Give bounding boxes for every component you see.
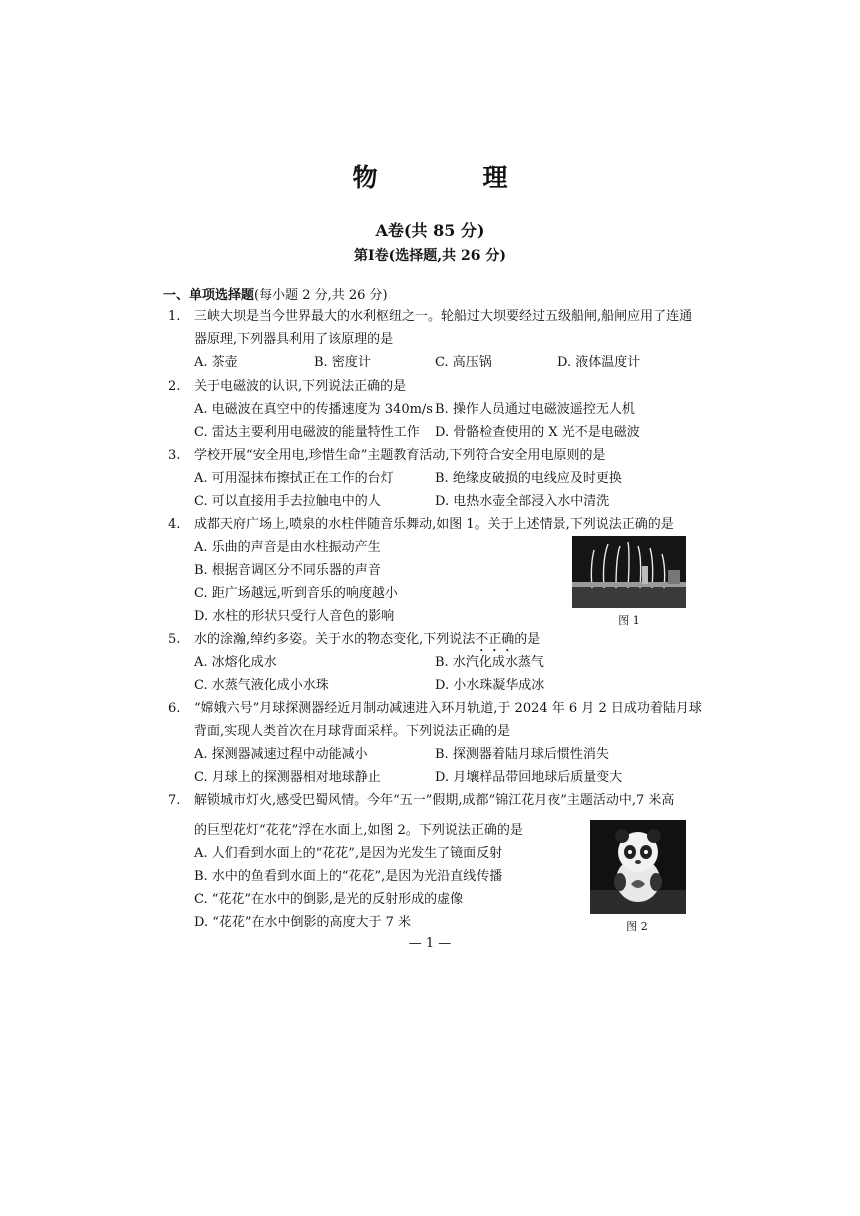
option-d: D. 月壤样品带回地球后质量变大 — [435, 770, 623, 785]
option-c: C. 可以直接用手去拉触电中的人 — [194, 494, 381, 509]
option-d: D. 骨骼检查使用的 X 光不是电磁波 — [435, 425, 640, 440]
option-d: D. 水柱的形状只受行人音色的影响 — [194, 609, 395, 624]
option-a: A. 冰熔化成水 — [194, 655, 277, 670]
question-stem: 关于电磁波的认识,下列说法正确的是 — [194, 379, 407, 394]
option-c: C. 水蒸气液化成小水珠 — [194, 678, 329, 693]
option-c: C. 高压锅 — [435, 355, 492, 370]
question-number: 5. — [168, 632, 181, 647]
stem-emphasis: 不正确 — [475, 632, 515, 647]
question-number: 1. — [168, 309, 181, 324]
stem-part-1: 水的涂瀚,绰约多姿。关于水的物态变化,下列说法 — [194, 632, 476, 647]
part-1-heading: 第Ⅰ卷(选择题,共 26 分) — [354, 248, 506, 264]
section-heading — [163, 284, 388, 303]
option-b: B. 操作人员通过电磁波遥控无人机 — [435, 402, 635, 417]
option-b: B. 水汽化成水蒸气 — [435, 655, 544, 670]
figure-2-caption: 图 2 — [626, 920, 648, 933]
figure-1-caption: 图 1 — [618, 614, 640, 627]
option-d: D. “花花”在水中倒影的高度大于 7 米 — [194, 915, 412, 930]
option-c: C. 距广场越远,听到音乐的响度越小 — [194, 586, 398, 601]
question-number: 6. — [168, 701, 181, 716]
option-c: C. 月球上的探测器相对地球静止 — [194, 770, 381, 785]
figure-1-fountain-photo — [572, 536, 686, 608]
option-d: D. 液体温度计 — [557, 355, 641, 370]
option-a: A. 茶壶 — [194, 355, 238, 370]
question-stem-cont: 的巨型花灯“花花”浮在水面上,如图 2。下列说法正确的是 — [194, 823, 523, 838]
option-b: B. 水中的鱼看到水面上的“花花”,是因为光沿直线传播 — [194, 869, 503, 884]
section-label: 一、单项选择题 — [163, 288, 255, 303]
option-a: A. 乐曲的声音是由水柱振动产生 — [194, 540, 381, 555]
option-b: B. 绝缘皮破损的电线应及时更换 — [435, 471, 622, 486]
question-stem: 学校开展“安全用电,珍惜生命”主题教育活动,下列符合安全用电原则的是 — [194, 448, 606, 463]
option-d: D. 小水珠凝华成冰 — [435, 678, 545, 693]
stem-part-3: 的是 — [514, 632, 541, 647]
question-number: 2. — [168, 379, 181, 394]
option-b: B. 探测器着陆月球后惯性消失 — [435, 747, 609, 762]
figure-2-panda-lantern-photo — [590, 820, 686, 914]
option-a: A. 电磁波在真空中的传播速度为 340m/s — [194, 402, 433, 417]
question-stem-cont: 背面,实现人类首次在月球背面采样。下列说法正确的是 — [194, 724, 511, 739]
part-a-heading: A卷(共 85 分) — [375, 221, 485, 240]
question-stem: “嫦娥六号”月球探测器经近月制动减速进入环月轨道,于 2024 年 6 月 2 日成功着陆月球 — [194, 701, 702, 716]
option-a: A. 探测器减速过程中动能减小 — [194, 747, 368, 762]
option-c: C. “花花”在水中的倒影,是光的反射形成的虚像 — [194, 892, 464, 907]
question-number: 3. — [168, 448, 181, 463]
option-c: C. 雷达主要利用电磁波的能量特性工作 — [194, 425, 420, 440]
option-d: D. 电热水壶全部浸入水中清洗 — [435, 494, 610, 509]
question-stem: 解锁城市灯火,感受巴蜀风情。今年“五一”假期,成都“锦江花月夜”主题活动中,7 米高 — [194, 793, 675, 808]
question-stem-cont: 器原理,下列器具利用了该原理的是 — [194, 332, 394, 347]
option-b: B. 密度计 — [314, 355, 371, 370]
option-a: A. 人们看到水面上的“花花”,是因为光发生了镜面反射 — [194, 846, 503, 861]
page-number: — 1 — — [408, 936, 452, 951]
fountain-icon — [572, 536, 686, 608]
panda-lantern-icon — [590, 820, 686, 914]
question-stem: 三峡大坝是当今世界最大的水利枢纽之一。轮船过大坝要经过五级船闸,船闸应用了连通 — [194, 309, 693, 324]
question-stem: 成都天府广场上,喷泉的水柱伴随音乐舞动,如图 1。关于上述情景,下列说法正确的是 — [194, 517, 674, 532]
question-number: 4. — [168, 517, 181, 532]
option-b: B. 根据音调区分不同乐器的声音 — [194, 563, 381, 578]
question-number: 7. — [168, 793, 181, 808]
page-title: 物 理 — [352, 163, 548, 192]
option-a: A. 可用湿抹布擦拭正在工作的台灯 — [194, 471, 394, 486]
section-note: (每小题 2 分,共 26 分) — [254, 288, 388, 303]
